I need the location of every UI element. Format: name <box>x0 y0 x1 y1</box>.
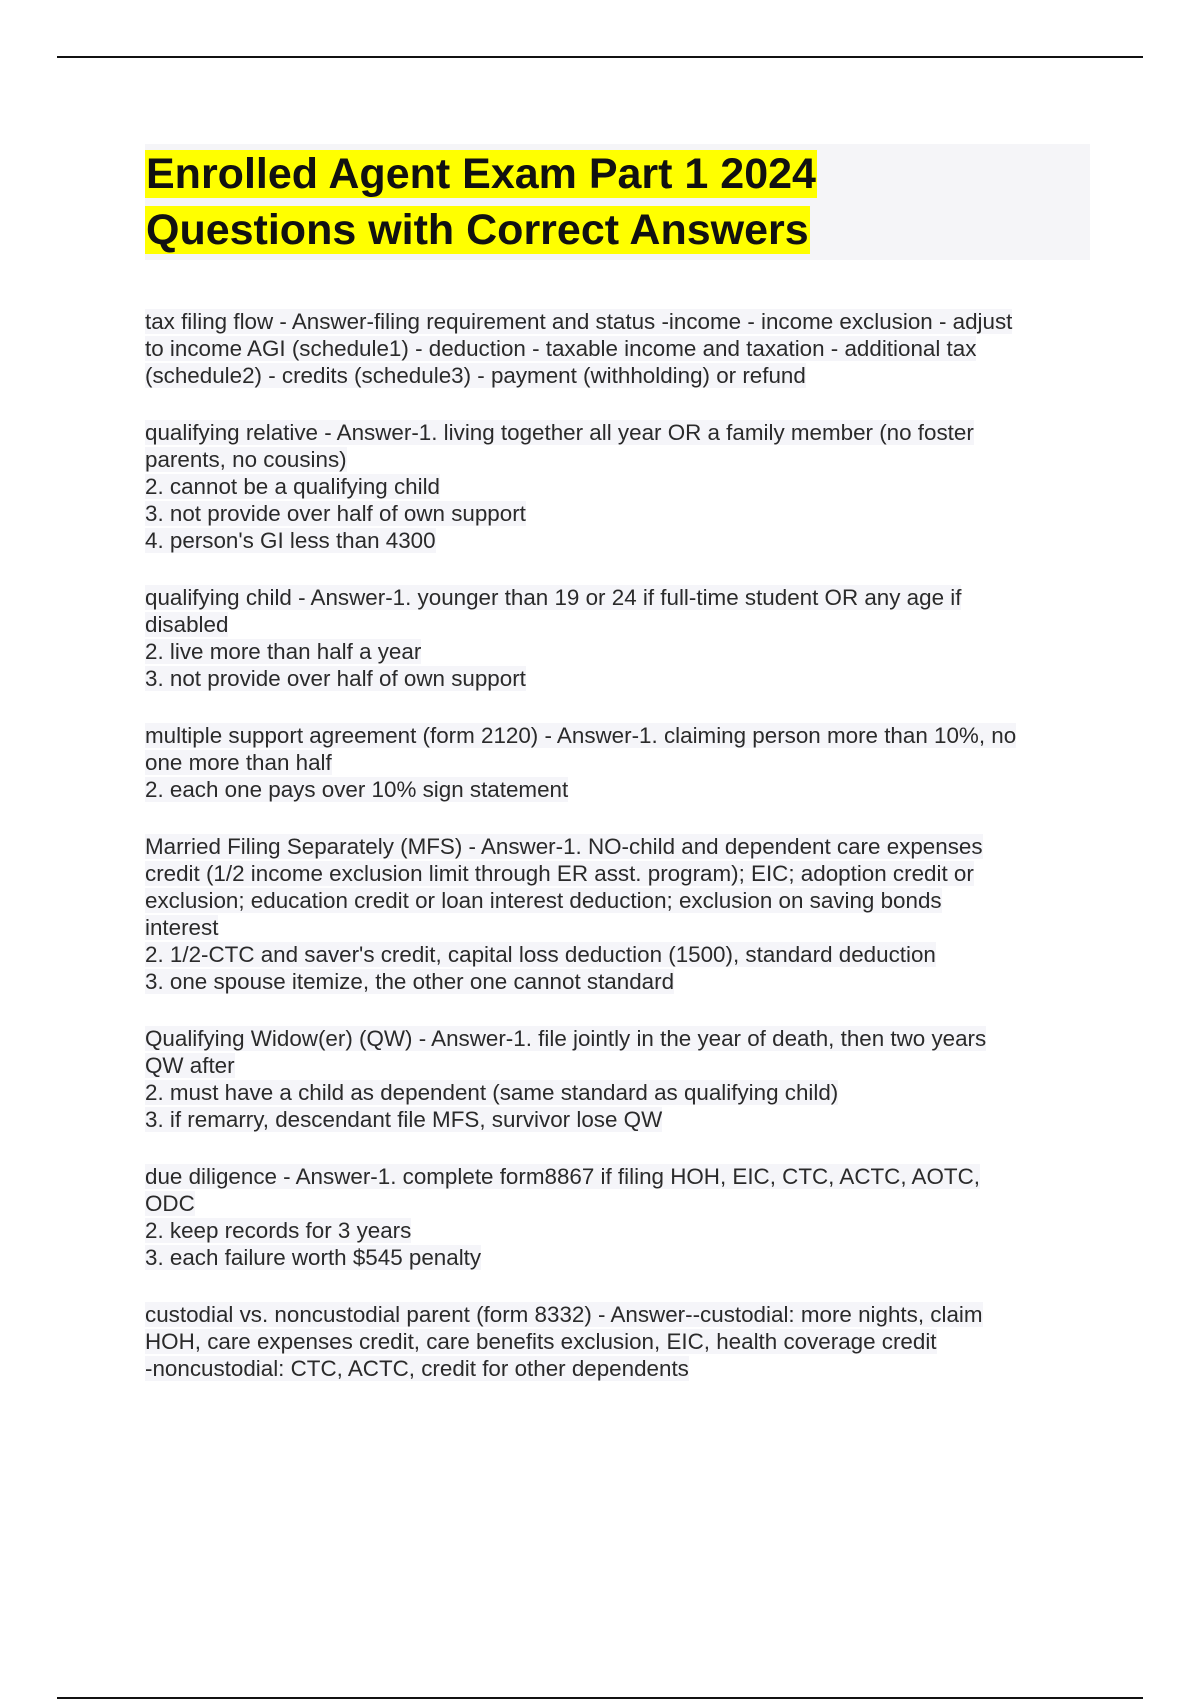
qa-line-text: 3. if remarry, descendant file MFS, survivor lose QW <box>145 1107 663 1132</box>
qa-line-text: 2. cannot be a qualifying child <box>145 474 441 499</box>
qa-entry <box>145 833 1090 995</box>
qa-line-text: 3. not provide over half of own support <box>145 666 526 691</box>
qa-line <box>145 1025 1090 1052</box>
qa-line <box>145 308 1090 335</box>
title-line <box>145 202 1090 258</box>
qa-line <box>145 335 1090 362</box>
qa-line <box>145 1355 1090 1382</box>
qa-line-text: 2. each one pays over 10% sign statement <box>145 777 569 802</box>
qa-line-text: 4. person's GI less than 4300 <box>145 528 436 553</box>
qa-line <box>145 584 1090 611</box>
qa-line-text: tax filing flow - Answer-filing requirement and status -income - income exclusion - adjust <box>145 309 1013 334</box>
qa-line <box>145 638 1090 665</box>
qa-line <box>145 1190 1090 1217</box>
qa-line-text: QW after <box>145 1053 235 1078</box>
qa-line-text: HOH, care expenses credit, care benefits exclusion, EIC, health coverage credit <box>145 1329 937 1354</box>
qa-line-text: 3. not provide over half of own support <box>145 501 526 526</box>
qa-entry <box>145 584 1090 692</box>
title-text: Questions with Correct Answers <box>146 206 809 254</box>
qa-line <box>145 1052 1090 1079</box>
qa-entry <box>145 1301 1090 1382</box>
qa-line <box>145 1301 1090 1328</box>
qa-line-text: one more than half <box>145 750 332 775</box>
qa-line-text: 2. 1/2-CTC and saver's credit, capital loss deduction (1500), standard deduction <box>145 942 936 967</box>
qa-line-text: (schedule2) - credits (schedule3) - payment (withholding) or refund <box>145 363 806 388</box>
qa-line-text: due diligence - Answer-1. complete form8867 if filing HOH, EIC, CTC, ACTC, AOTC, <box>145 1164 980 1189</box>
qa-line <box>145 362 1090 389</box>
qa-line-text: interest <box>145 915 219 940</box>
qa-line-text: custodial vs. noncustodial parent (form 8332) - Answer--custodial: more nights, claim <box>145 1302 983 1327</box>
qa-entry <box>145 1163 1090 1271</box>
qa-entry <box>145 308 1090 389</box>
qa-line-text: credit (1/2 income exclusion limit through ER asst. program); EIC; adoption credit or <box>145 861 974 886</box>
qa-entry <box>145 419 1090 554</box>
qa-line-text: 2. must have a child as dependent (same standard as qualifying child) <box>145 1080 839 1105</box>
qa-line-text: 2. keep records for 3 years <box>145 1218 412 1243</box>
qa-line <box>145 722 1090 749</box>
qa-line <box>145 611 1090 638</box>
qa-line <box>145 665 1090 692</box>
qa-line-text: ODC <box>145 1191 195 1216</box>
qa-line-text: to income AGI (schedule1) - deduction - taxable income and taxation - additional tax <box>145 336 977 361</box>
qa-line <box>145 860 1090 887</box>
qa-line <box>145 833 1090 860</box>
qa-line <box>145 446 1090 473</box>
qa-line <box>145 941 1090 968</box>
qa-line <box>145 887 1090 914</box>
top-rule <box>57 56 1143 58</box>
qa-line <box>145 776 1090 803</box>
qa-line <box>145 749 1090 776</box>
qa-line <box>145 1217 1090 1244</box>
title-text: Enrolled Agent Exam Part 1 2024 <box>146 150 816 198</box>
qa-line <box>145 527 1090 554</box>
qa-entry <box>145 722 1090 803</box>
qa-line <box>145 968 1090 995</box>
qa-line-text: disabled <box>145 612 229 637</box>
qa-line <box>145 1163 1090 1190</box>
qa-entry <box>145 1025 1090 1133</box>
qa-line <box>145 473 1090 500</box>
qa-line-text: 3. one spouse itemize, the other one cannot standard <box>145 969 675 994</box>
qa-line-text: 3. each failure worth $545 penalty <box>145 1245 482 1270</box>
document-body <box>145 144 1090 1412</box>
qa-line <box>145 1106 1090 1133</box>
bottom-rule <box>57 1697 1143 1699</box>
qa-line-text: parents, no cousins) <box>145 447 347 472</box>
qa-line <box>145 1244 1090 1271</box>
qa-line <box>145 500 1090 527</box>
qa-line-text: 2. live more than half a year <box>145 639 422 664</box>
qa-line <box>145 419 1090 446</box>
title-line <box>145 146 1090 202</box>
qa-line-text: qualifying relative - Answer-1. living together all year OR a family member (no foster <box>145 420 974 445</box>
qa-line <box>145 1328 1090 1355</box>
qa-line-text: -noncustodial: CTC, ACTC, credit for other dependents <box>145 1356 689 1381</box>
qa-line-text: Married Filing Separately (MFS) - Answer-1. NO-child and dependent care expenses <box>145 834 983 859</box>
qa-line <box>145 1079 1090 1106</box>
qa-line-text: qualifying child - Answer-1. younger than 19 or 24 if full-time student OR any age if <box>145 585 962 610</box>
qa-list <box>145 308 1090 1382</box>
qa-line <box>145 914 1090 941</box>
qa-line-text: Qualifying Widow(er) (QW) - Answer-1. file jointly in the year of death, then two years <box>145 1026 987 1051</box>
document-title <box>145 144 1090 260</box>
qa-line-text: exclusion; education credit or loan interest deduction; exclusion on saving bonds <box>145 888 942 913</box>
qa-line-text: multiple support agreement (form 2120) - Answer-1. claiming person more than 10%, no <box>145 723 1017 748</box>
